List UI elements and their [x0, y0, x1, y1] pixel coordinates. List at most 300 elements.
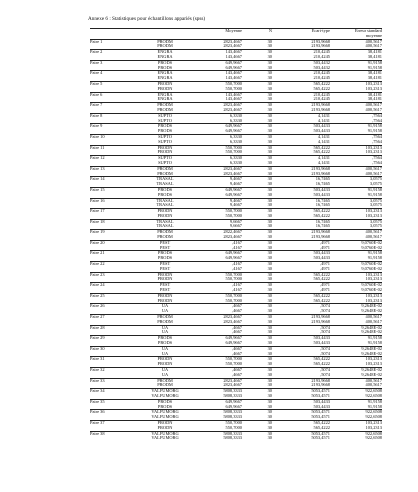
mean-value: 2823,4667 — [223, 319, 242, 324]
std-error-value: 400,5617 — [330, 315, 382, 320]
std-dev-value: 503,4433 — [272, 336, 330, 341]
std-error-value: 91,9158 — [367, 341, 382, 346]
std-dev-value: ,5074 — [272, 368, 330, 373]
variable-name: TRASAL — [156, 203, 174, 208]
n-value: 30 — [242, 240, 272, 245]
mean-value: ,4667 — [190, 368, 242, 373]
std-error-value: 3,0575 — [330, 219, 382, 224]
std-dev-value: 4,1431 — [317, 160, 330, 165]
n-value: 30 — [242, 230, 272, 235]
std-dev-value: 16,7465 — [315, 224, 330, 229]
mean-value: 550,7000 — [190, 420, 242, 425]
std-dev-value: 4,1431 — [272, 156, 330, 161]
std-error-value: 9,2648E-02 — [330, 325, 382, 330]
paired-samples-statistics-table — [90, 28, 382, 441]
std-error-value: 9,2648E-02 — [361, 330, 382, 335]
n-value: 30 — [242, 50, 272, 55]
variable-name: VALFUMORG — [140, 389, 190, 394]
header-n: N — [242, 29, 272, 34]
n-value: 30 — [242, 346, 272, 351]
variable-name: PRODM — [140, 39, 190, 44]
pair-label: Paire 2 — [90, 50, 140, 55]
mean-value: 6,3330 — [229, 160, 242, 165]
mean-value: ,4667 — [190, 325, 242, 330]
variable-name: ENGRA — [140, 71, 190, 76]
pair-label: Paire 25 — [90, 293, 140, 298]
mean-value: 143,4667 — [225, 54, 242, 59]
variable-name: PRODN — [157, 425, 173, 430]
table-body — [90, 39, 382, 441]
variable-name: PRODS — [140, 60, 190, 65]
pair-label: Paire 26 — [90, 304, 140, 309]
n-value: 30 — [267, 160, 272, 165]
n-value: 30 — [267, 266, 272, 271]
pair-label: Paire 10 — [90, 134, 140, 139]
variable-name: PRODN — [140, 145, 190, 150]
n-value: 30 — [242, 92, 272, 97]
n-value: 30 — [242, 399, 272, 404]
mean-value: 550,7000 — [225, 425, 242, 430]
mean-value: ,4167 — [190, 262, 242, 267]
std-dev-value: 565,4222 — [313, 86, 330, 91]
std-dev-value: 2193,9668 — [311, 383, 330, 388]
std-dev-value: 210,4245 — [272, 71, 330, 76]
mean-value: 550,7000 — [225, 150, 242, 155]
mean-value: 649,9667 — [190, 336, 242, 341]
std-dev-value: ,4971 — [320, 288, 330, 293]
n-value: 30 — [267, 203, 272, 208]
std-error-value: 9,2648E-02 — [330, 304, 382, 309]
n-value: 30 — [267, 182, 272, 187]
variable-name: PRODN — [140, 81, 190, 86]
mean-value: 2823,4667 — [190, 166, 242, 171]
n-value: 30 — [242, 113, 272, 118]
variable-name: VALFUMORG — [151, 436, 179, 441]
std-error-value: 38,4181 — [367, 76, 382, 81]
std-error-value: 103,2313 — [330, 420, 382, 425]
std-dev-value: 210,4245 — [313, 97, 330, 102]
n-value: 30 — [242, 368, 272, 373]
std-error-value: 103,2313 — [330, 209, 382, 214]
pair-label: Paire 1 — [90, 39, 140, 44]
pair-label: Paire 20 — [90, 240, 140, 245]
variable-name: PRODN — [140, 272, 190, 277]
std-error-value: 103,2313 — [365, 362, 382, 367]
variable-name: PRODS — [140, 336, 190, 341]
std-dev-value: 16,7465 — [315, 182, 330, 187]
variable-name: VALFUMORG — [140, 431, 190, 436]
n-value: 30 — [267, 288, 272, 293]
n-value: 30 — [242, 378, 272, 383]
std-error-value: 103,2313 — [330, 293, 382, 298]
variable-name: PRODS — [140, 251, 190, 256]
n-value: 30 — [267, 235, 272, 240]
n-value: 30 — [267, 224, 272, 229]
header-std-error-sub: moyenne — [365, 33, 382, 38]
mean-value: 550,7000 — [225, 298, 242, 303]
std-dev-value: 5053,4571 — [272, 389, 330, 394]
std-dev-value: ,5074 — [272, 325, 330, 330]
n-value: 30 — [242, 357, 272, 362]
mean-value: 5808,3333 — [190, 410, 242, 415]
std-error-value: 9,2648E-02 — [361, 351, 382, 356]
std-dev-value: 565,4222 — [313, 425, 330, 430]
std-error-value: 103,2313 — [330, 145, 382, 150]
n-value: 30 — [267, 319, 272, 324]
pair-label: Paire 36 — [90, 410, 140, 415]
mean-value: 2822,4667 — [190, 230, 242, 235]
n-value: 30 — [267, 436, 272, 441]
std-error-value: 922,6508 — [365, 415, 382, 420]
std-dev-value: ,5074 — [272, 346, 330, 351]
std-error-value: 922,6508 — [330, 431, 382, 436]
variable-name: PRODN — [157, 362, 173, 367]
std-dev-value: 4,1431 — [272, 113, 330, 118]
std-dev-value: 4,1431 — [272, 134, 330, 139]
std-dev-value: 5053,4571 — [272, 410, 330, 415]
mean-value: 550,7000 — [190, 357, 242, 362]
std-error-value: ,7564 — [372, 118, 382, 123]
n-value: 30 — [242, 219, 272, 224]
std-error-value: 3,0575 — [330, 177, 382, 182]
n-value: 30 — [242, 81, 272, 86]
mean-value: 5808,3333 — [223, 436, 242, 441]
n-value: 30 — [267, 118, 272, 123]
mean-value: 6,3330 — [190, 156, 242, 161]
std-dev-value: ,4971 — [320, 266, 330, 271]
n-value: 30 — [267, 404, 272, 409]
mean-value: 550,7000 — [225, 213, 242, 218]
std-dev-value: 565,4222 — [313, 213, 330, 218]
mean-value: 6,3330 — [190, 113, 242, 118]
mean-value: 2823,4667 — [190, 39, 242, 44]
n-value: 30 — [267, 341, 272, 346]
n-value: 30 — [267, 86, 272, 91]
n-value: 30 — [267, 351, 272, 356]
mean-value: 9,6667 — [229, 224, 242, 229]
std-dev-value: 2193,9668 — [311, 107, 330, 112]
std-dev-value: 565,4222 — [272, 293, 330, 298]
std-dev-value: 565,4222 — [272, 209, 330, 214]
pair-label: Paire 5 — [90, 81, 140, 86]
std-error-value: 103,2313 — [365, 150, 382, 155]
std-dev-value: 503,4433 — [313, 404, 330, 409]
mean-value: 2823,4667 — [223, 107, 242, 112]
variable-name: PRODN — [157, 213, 173, 218]
n-value: 30 — [242, 177, 272, 182]
std-error-value: 91,9158 — [330, 124, 382, 129]
std-error-value: 400,5617 — [330, 230, 382, 235]
std-error-value: 922,6508 — [365, 436, 382, 441]
std-dev-value: 503,4433 — [272, 124, 330, 129]
std-dev-value: 503,4432 — [272, 60, 330, 65]
n-value: 30 — [242, 198, 272, 203]
mean-value: 550,7000 — [225, 86, 242, 91]
variable-name: SUPTO — [140, 156, 190, 161]
mean-value: ,4167 — [232, 245, 242, 250]
mean-value: ,4167 — [232, 266, 242, 271]
mean-value: 5808,3333 — [190, 389, 242, 394]
n-value: 30 — [267, 44, 272, 49]
variable-name: PRODM — [157, 44, 173, 49]
mean-value: ,4167 — [190, 283, 242, 288]
variable-name: ENGRA — [140, 50, 190, 55]
std-error-value: 400,5617 — [365, 383, 382, 388]
n-value: 30 — [267, 171, 272, 176]
std-dev-value: 2193,9668 — [272, 103, 330, 108]
variable-name: PEST — [159, 245, 171, 250]
std-error-value: 103,2313 — [365, 425, 382, 430]
std-error-value: 91,9158 — [367, 129, 382, 134]
std-error-value: ,7564 — [372, 139, 382, 144]
mean-value: 143,4667 — [225, 97, 242, 102]
std-dev-value: 2193,9668 — [272, 166, 330, 171]
std-dev-value: 565,4222 — [272, 81, 330, 86]
variable-name: PRODN — [140, 357, 190, 362]
variable-name: PEST — [140, 283, 190, 288]
variable-name: PEST — [159, 266, 171, 271]
variable-name: UA — [161, 330, 169, 335]
mean-value: 9,4667 — [229, 182, 242, 187]
mean-value: 9,6667 — [190, 219, 242, 224]
std-error-value: 91,9158 — [330, 336, 382, 341]
mean-value: 5808,3333 — [223, 393, 242, 398]
pair-label: Paire 29 — [90, 336, 140, 341]
std-dev-value: 5053,4571 — [311, 415, 330, 420]
mean-value: 649,9667 — [190, 124, 242, 129]
variable-name: PRODS — [140, 399, 190, 404]
std-dev-value: 565,4222 — [313, 298, 330, 303]
std-dev-value: 503,4432 — [313, 65, 330, 70]
n-value: 30 — [267, 425, 272, 430]
mean-value: 143,4667 — [190, 92, 242, 97]
std-dev-value: ,5074 — [320, 330, 330, 335]
std-dev-value: 5053,4571 — [311, 436, 330, 441]
std-error-value: 38,4181 — [367, 54, 382, 59]
mean-value: 143,4667 — [190, 50, 242, 55]
std-error-value: 9,0760E-02 — [330, 262, 382, 267]
variable-name: PRODN — [140, 420, 190, 425]
std-dev-value: 5053,4571 — [311, 393, 330, 398]
page-title: Annexe 6 : Statistiques pour échantillons appariés (spss) — [88, 16, 206, 22]
n-value: 30 — [267, 415, 272, 420]
pair-label: Paire 15 — [90, 187, 140, 192]
variable-name: PRODM — [140, 166, 190, 171]
variable-name: SUPTO — [158, 118, 172, 123]
std-dev-value: ,4971 — [272, 240, 330, 245]
n-value: 30 — [242, 336, 272, 341]
std-dev-value: 503,4433 — [272, 187, 330, 192]
std-error-value: 9,2648E-02 — [330, 368, 382, 373]
pair-label: Paire 35 — [90, 399, 140, 404]
n-value: 30 — [267, 309, 272, 314]
std-dev-value: 503,4433 — [272, 251, 330, 256]
std-error-value: 9,2648E-02 — [361, 372, 382, 377]
mean-value: 649,9667 — [225, 129, 242, 134]
n-value: 30 — [242, 166, 272, 171]
std-dev-value: 503,4433 — [313, 341, 330, 346]
mean-value: 6,3330 — [229, 139, 242, 144]
std-dev-value: 503,4433 — [272, 399, 330, 404]
mean-value: 2823,4667 — [223, 383, 242, 388]
variable-name: PRODS — [157, 404, 173, 409]
std-error-value: ,7564 — [372, 160, 382, 165]
n-value: 30 — [267, 150, 272, 155]
std-error-value: 91,9158 — [367, 192, 382, 197]
variable-name: TRASAL — [140, 177, 190, 182]
pair-label: Paire 38 — [90, 431, 140, 436]
variable-name: UA — [140, 346, 190, 351]
std-error-value: 91,9158 — [330, 399, 382, 404]
std-error-value: ,7564 — [330, 134, 382, 139]
n-value: 30 — [242, 71, 272, 76]
variable-name: SUPTO — [158, 139, 172, 144]
n-value: 30 — [242, 315, 272, 320]
mean-value: 2823,4667 — [223, 235, 242, 240]
variable-name: PRODS — [157, 192, 173, 197]
std-error-value: 9,0760E-02 — [330, 240, 382, 245]
variable-name: ENGRA — [157, 76, 173, 81]
n-value: 30 — [267, 65, 272, 70]
n-value: 30 — [267, 245, 272, 250]
variable-name: PEST — [140, 262, 190, 267]
std-error-value: 400,5617 — [365, 235, 382, 240]
std-error-value: 9,0760E-02 — [330, 283, 382, 288]
mean-value: ,4667 — [232, 372, 242, 377]
std-dev-value: 4,1431 — [317, 139, 330, 144]
header-std-error: Erreur standard — [330, 29, 382, 34]
n-value: 30 — [242, 251, 272, 256]
mean-value: 2823,4667 — [190, 378, 242, 383]
std-dev-value: 2193,9668 — [272, 378, 330, 383]
n-value: 30 — [267, 256, 272, 261]
std-dev-value: 210,4245 — [313, 54, 330, 59]
std-error-value: 91,9158 — [367, 256, 382, 261]
n-value: 30 — [267, 362, 272, 367]
variable-name: PRODM — [157, 107, 173, 112]
variable-name: PRODS — [157, 129, 173, 134]
std-error-value: 103,2313 — [365, 277, 382, 282]
mean-value: 143,4667 — [190, 71, 242, 76]
n-value: 30 — [267, 372, 272, 377]
variable-name: PEST — [159, 288, 171, 293]
n-value: 30 — [267, 97, 272, 102]
pair-label: Paire 9 — [90, 124, 140, 129]
variable-name: VALFUMORG — [151, 393, 179, 398]
n-value: 30 — [242, 293, 272, 298]
std-error-value: 103,2313 — [365, 86, 382, 91]
std-dev-value: 565,4222 — [272, 357, 330, 362]
variable-name: VALFUMORG — [140, 410, 190, 415]
std-error-value: 38,4181 — [330, 92, 382, 97]
std-error-value: 9,0760E-02 — [361, 288, 382, 293]
std-dev-value: 565,4222 — [272, 420, 330, 425]
mean-value: 550,7000 — [190, 272, 242, 277]
mean-value: ,4667 — [232, 351, 242, 356]
std-error-value: 91,9158 — [330, 251, 382, 256]
variable-name: PRODM — [140, 378, 190, 383]
std-dev-value: 16,7465 — [315, 203, 330, 208]
mean-value: ,4667 — [232, 309, 242, 314]
mean-value: 649,9667 — [190, 60, 242, 65]
n-value: 30 — [267, 192, 272, 197]
mean-value: ,4667 — [232, 330, 242, 335]
n-value: 30 — [242, 39, 272, 44]
std-error-value: 103,2313 — [330, 81, 382, 86]
std-error-value: 103,2313 — [365, 298, 382, 303]
pair-label: Paire 32 — [90, 368, 140, 373]
mean-value: 649,9667 — [225, 192, 242, 197]
variable-name: PRODS — [157, 256, 173, 261]
pair-label: Paire 7 — [90, 103, 140, 108]
n-value: 30 — [242, 283, 272, 288]
std-dev-value: 4,1431 — [317, 118, 330, 123]
pair-label: Paire 12 — [90, 156, 140, 161]
mean-value: ,4167 — [232, 288, 242, 293]
std-error-value: 922,6508 — [330, 389, 382, 394]
std-error-value: 400,5617 — [365, 319, 382, 324]
std-error-value: 9,0760E-02 — [361, 245, 382, 250]
n-value: 30 — [242, 124, 272, 129]
variable-name: PRODN — [157, 277, 173, 282]
std-error-value: 3,0575 — [369, 224, 382, 229]
n-value: 30 — [267, 298, 272, 303]
std-error-value: ,7564 — [330, 156, 382, 161]
n-value: 30 — [267, 76, 272, 81]
table-row — [90, 436, 382, 441]
mean-value: 143,4667 — [225, 76, 242, 81]
n-value: 30 — [242, 262, 272, 267]
std-dev-value: 565,4222 — [272, 272, 330, 277]
variable-name: PRODM — [157, 383, 173, 388]
mean-value: 649,9667 — [225, 404, 242, 409]
std-dev-value: 503,4433 — [313, 192, 330, 197]
variable-name: PRODS — [157, 65, 173, 70]
mean-value: 550,7000 — [190, 209, 242, 214]
std-error-value: 38,4181 — [330, 71, 382, 76]
n-value: 30 — [242, 389, 272, 394]
n-value: 30 — [267, 277, 272, 282]
std-dev-value: 210,4245 — [272, 50, 330, 55]
std-dev-value: ,5074 — [320, 372, 330, 377]
n-value: 30 — [242, 60, 272, 65]
std-dev-value: 5053,4571 — [272, 431, 330, 436]
variable-name: PRODM — [157, 171, 173, 176]
variable-name: SUPTO — [158, 160, 172, 165]
std-error-value: 922,6508 — [330, 410, 382, 415]
variable-name: UA — [140, 304, 190, 309]
variable-name: TRASAL — [156, 182, 174, 187]
pair-label: Paire 13 — [90, 166, 140, 171]
variable-name: PRODM — [157, 319, 173, 324]
n-value: 30 — [242, 410, 272, 415]
mean-value: 9,4667 — [229, 203, 242, 208]
pair-label: Paire 19 — [90, 230, 140, 235]
std-error-value: 91,9158 — [330, 187, 382, 192]
std-dev-value: ,5074 — [320, 309, 330, 314]
header-mean: Moyenne — [190, 29, 242, 34]
std-dev-value: 565,4222 — [313, 277, 330, 282]
variable-name: PRODS — [140, 124, 190, 129]
std-error-value: 38,4181 — [330, 50, 382, 55]
n-value: 30 — [242, 431, 272, 436]
variable-name: UA — [161, 309, 169, 314]
variable-name: TRASAL — [140, 198, 190, 203]
pair-label: Paire 11 — [90, 145, 140, 150]
n-value: 30 — [267, 107, 272, 112]
std-dev-value: 2193,9668 — [272, 230, 330, 235]
variable-name: PRODM — [140, 103, 190, 108]
